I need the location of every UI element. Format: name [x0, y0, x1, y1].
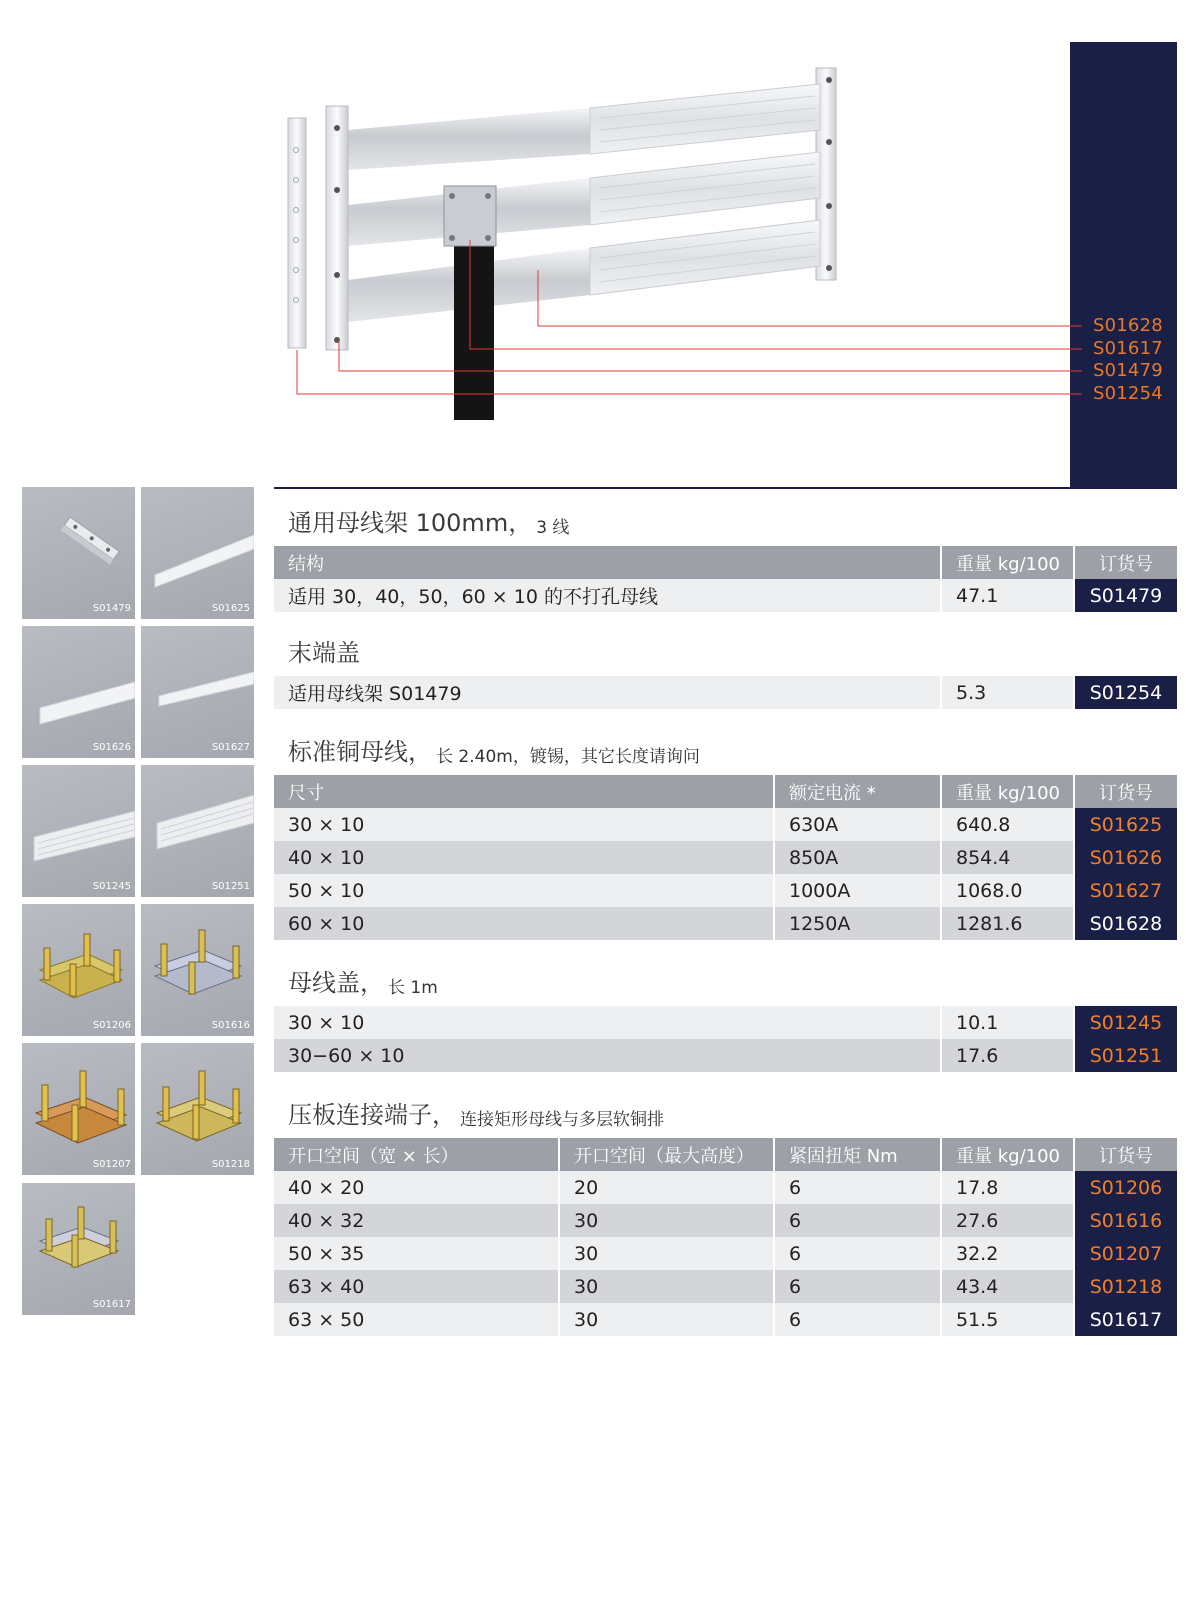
cell-weight: 854.4 [942, 841, 1075, 874]
table-row [274, 808, 1177, 841]
section-title: 母线盖， [288, 969, 384, 997]
thumbnail-busbar-cover [22, 765, 135, 897]
cell-opening: 40 × 20 [274, 1171, 560, 1204]
callout-label: S01617 [1093, 338, 1163, 359]
callout-label: S01628 [1093, 315, 1163, 336]
hero-divider [274, 487, 1177, 489]
section-title-copper [274, 709, 1177, 775]
header-cell: 额定电流 * [775, 775, 942, 808]
section-subtitle: 长 2.40m，镀锡，其它长度请询问 [436, 747, 700, 767]
cell-order-number: S01627 [1075, 874, 1177, 907]
cell-height: 30 [560, 1303, 775, 1336]
header-cell: 订货号 [1075, 546, 1177, 579]
table-row [274, 874, 1177, 907]
cell-weight: 27.6 [942, 1204, 1075, 1237]
section-title: 压板连接端子， [288, 1101, 456, 1129]
cell-weight: 51.5 [942, 1303, 1075, 1336]
cell-weight: 640.8 [942, 808, 1075, 841]
section-title-endcap [274, 612, 1177, 676]
thumbnail-code: S01218 [211, 1159, 250, 1170]
cell-order-number: S01617 [1075, 1303, 1177, 1336]
cell-size: 50 × 10 [274, 874, 775, 907]
cell-current: 1250A [775, 907, 942, 940]
product-tables [274, 490, 1177, 1336]
section-title-cover [274, 940, 1177, 1006]
thumbnail-code: S01625 [211, 603, 250, 614]
cell-opening: 50 × 35 [274, 1237, 560, 1270]
cell-size: 30−60 × 10 [274, 1039, 942, 1072]
cell-height: 20 [560, 1171, 775, 1204]
callout-label: S01479 [1093, 360, 1163, 381]
cell-current: 850A [775, 841, 942, 874]
cell-order-number: S01218 [1075, 1270, 1177, 1303]
thumbnail-clamp-terminal [141, 904, 254, 1036]
header-cell: 结构 [274, 546, 942, 579]
thumbnail-copper-bar [22, 626, 135, 758]
thumbnail-clamp-terminal [22, 1043, 135, 1175]
cell-weight: 10.1 [942, 1006, 1075, 1039]
thumbnail-code: S01626 [92, 742, 131, 753]
section-subtitle: 连接矩形母线与多层软铜排 [460, 1110, 664, 1130]
thumbnail-copper-bar [141, 626, 254, 758]
thumbnail-clamp-terminal [22, 1183, 135, 1315]
table-row [274, 676, 1177, 709]
table-row [274, 579, 1177, 612]
thumbnail-code: S01617 [92, 1299, 131, 1310]
cell-order-number: S01251 [1075, 1039, 1177, 1072]
header-cell: 紧固扭矩 Nm [775, 1138, 942, 1171]
cell-weight: 5.3 [942, 676, 1075, 709]
cell-current: 630A [775, 808, 942, 841]
cell-size: 60 × 10 [274, 907, 775, 940]
header-cell: 开口空间（最大高度） [560, 1138, 775, 1171]
table-row [274, 1204, 1177, 1237]
thumbnail-code: S01206 [92, 1020, 131, 1031]
thumbnail-rack [22, 487, 135, 619]
table-header [274, 1138, 1177, 1171]
thumbnail-copper-bar [141, 487, 254, 619]
thumbnail-code: S01207 [92, 1159, 131, 1170]
table-row [274, 1237, 1177, 1270]
section-subtitle: 3 线 [536, 518, 570, 538]
cell-torque: 6 [775, 1237, 942, 1270]
section-title: 通用母线架 100mm， [288, 509, 533, 537]
table-row [274, 841, 1177, 874]
cell-size: 30 × 10 [274, 1006, 942, 1039]
header-cell: 重量 kg/100 [942, 546, 1075, 579]
header-cell: 订货号 [1075, 775, 1177, 808]
hero-illustration [0, 0, 1200, 490]
thumbnail-code: S01616 [211, 1020, 250, 1031]
table-row [274, 1006, 1177, 1039]
cell-weight: 43.4 [942, 1270, 1075, 1303]
thumbnail-busbar-cover [141, 765, 254, 897]
cell-size: 40 × 10 [274, 841, 775, 874]
cell-torque: 6 [775, 1303, 942, 1336]
section-subtitle: 长 1m [388, 978, 438, 998]
cell-height: 30 [560, 1237, 775, 1270]
cell-size: 30 × 10 [274, 808, 775, 841]
cell-order-number: S01626 [1075, 841, 1177, 874]
cell-order-number: S01207 [1075, 1237, 1177, 1270]
busbar-rack-illustration [0, 0, 1200, 490]
section-title: 末端盖 [288, 639, 360, 667]
header-cell: 开口空间（宽 × 长） [274, 1138, 560, 1171]
table-header [274, 775, 1177, 808]
header-cell: 重量 kg/100 [942, 775, 1075, 808]
cell-opening: 63 × 40 [274, 1270, 560, 1303]
cell-weight: 17.6 [942, 1039, 1075, 1072]
cell-torque: 6 [775, 1171, 942, 1204]
thumbnail-code: S01479 [92, 603, 131, 614]
cell-order-number: S01206 [1075, 1171, 1177, 1204]
table-row [274, 1270, 1177, 1303]
cell-current: 1000A [775, 874, 942, 907]
cell-weight: 32.2 [942, 1237, 1075, 1270]
header-cell: 尺寸 [274, 775, 775, 808]
thumbnail-code: S01251 [211, 881, 250, 892]
table-row [274, 1171, 1177, 1204]
cell-opening: 40 × 32 [274, 1204, 560, 1237]
table-row [274, 1303, 1177, 1336]
section-title-rack [274, 490, 1177, 546]
cell-description: 适用 30，40，50，60 × 10 的不打孔母线 [274, 579, 942, 612]
cell-height: 30 [560, 1270, 775, 1303]
cell-weight: 17.8 [942, 1171, 1075, 1204]
cell-height: 30 [560, 1204, 775, 1237]
table-row [274, 1039, 1177, 1072]
cell-order-number: S01616 [1075, 1204, 1177, 1237]
thumbnail-clamp-terminal [22, 904, 135, 1036]
cell-torque: 6 [775, 1270, 942, 1303]
section-title-clamp [274, 1072, 1177, 1138]
cell-order-number: S01479 [1075, 579, 1177, 612]
thumbnail-clamp-terminal [141, 1043, 254, 1175]
cell-weight: 47.1 [942, 579, 1075, 612]
cell-order-number: S01254 [1075, 676, 1177, 709]
cell-order-number: S01628 [1075, 907, 1177, 940]
cell-opening: 63 × 50 [274, 1303, 560, 1336]
cell-torque: 6 [775, 1204, 942, 1237]
cell-weight: 1068.0 [942, 874, 1075, 907]
thumbnail-code: S01245 [92, 881, 131, 892]
cell-weight: 1281.6 [942, 907, 1075, 940]
header-cell: 重量 kg/100 [942, 1138, 1075, 1171]
table-row [274, 907, 1177, 940]
thumbnail-code: S01627 [211, 742, 250, 753]
header-cell: 订货号 [1075, 1138, 1177, 1171]
cell-order-number: S01625 [1075, 808, 1177, 841]
section-title: 标准铜母线， [288, 738, 432, 766]
cell-order-number: S01245 [1075, 1006, 1177, 1039]
table-header [274, 546, 1177, 579]
callout-label: S01254 [1093, 383, 1163, 404]
cell-description: 适用母线架 S01479 [274, 676, 942, 709]
